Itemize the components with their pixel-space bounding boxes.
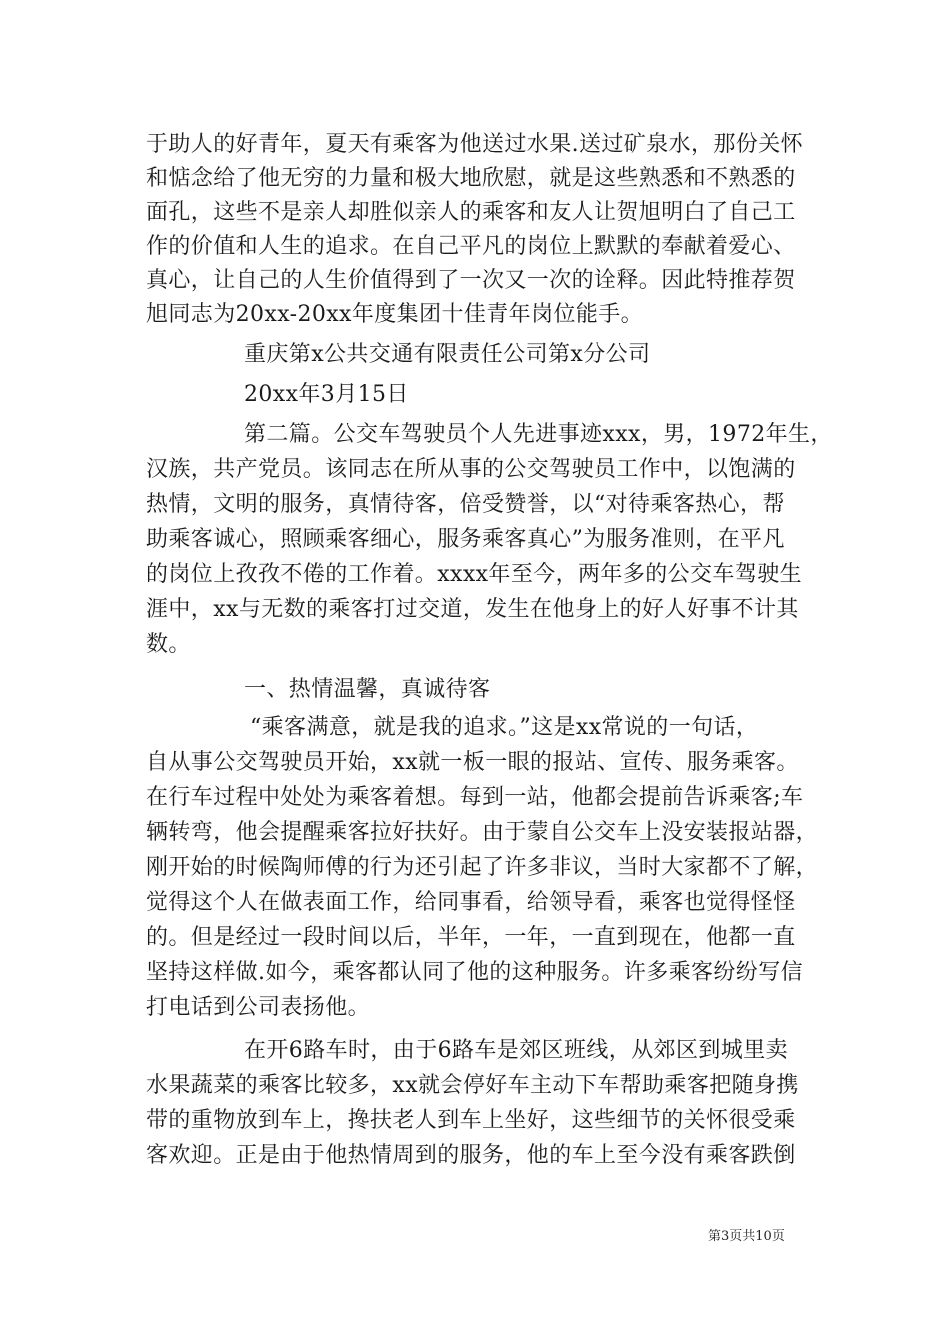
text-line: 打电话到公司表扬他。 xyxy=(146,995,371,1020)
text-line: 助乘客诚心，照顾乘客细心，服务乘客真心”为服务准则，在平凡 xyxy=(146,527,785,552)
text-line: 自从事公交驾驶员开始，xx就一板一眼的报站、宣传、服务乘客。 xyxy=(146,750,799,775)
text-line: 汉族，共产党员。该同志在所从事的公交驾驶员工作中，以饱满的 xyxy=(146,457,796,482)
text-line: 觉得这个人在做表面工作，给同事看，给领导看，乘客也觉得怪怪 xyxy=(146,890,796,915)
section-heading: 一、热情温馨，真诚待客 xyxy=(244,677,491,702)
text-line: 的。但是经过一段时间以后，半年，一年，一直到现在，他都一直 xyxy=(146,925,796,950)
text-line: 和惦念给了他无穷的力量和极大地欣慰，就是这些熟悉和不熟悉的 xyxy=(146,166,796,191)
text-line: 在行车过程中处处为乘客着想。每到一站，他都会提前告诉乘客;车 xyxy=(146,785,804,810)
text-line: 客欢迎。正是由于他热情周到的服务，他的车上至今没有乘客跌倒 xyxy=(146,1143,796,1168)
text-line: 水果蔬菜的乘客比较多，xx就会停好车主动下车帮助乘客把随身携 xyxy=(146,1073,799,1098)
text-line: 刚开始的时候陶师傅的行为还引起了许多非议，当时大家都不了解， xyxy=(146,855,819,880)
page-number-footer: 第3页共10页 xyxy=(708,1229,785,1244)
text-line: 辆转弯，他会提醒乘客拉好扶好。由于蒙自公交车上没安装报站器， xyxy=(146,820,819,845)
signature-date: 20xx年3月15日 xyxy=(244,382,409,407)
text-line: 作的价值和人生的追求。在自己平凡的岗位上默默的奉献着爱心、 xyxy=(146,234,796,259)
text-line: 带的重物放到车上，搀扶老人到车上坐好，这些细节的关怀很受乘 xyxy=(146,1108,796,1133)
text-line: 旭同志为20xx-20xx年度集团十佳青年岗位能手。 xyxy=(146,302,644,327)
text-line: “乘客满意，就是我的追求。”这是xx常说的一句话， xyxy=(250,715,759,740)
text-line: 的岗位上孜孜不倦的工作着。xxxx年至今，两年多的公交车驾驶生 xyxy=(146,562,803,587)
text-line: 面孔，这些不是亲人却胜似亲人的乘客和友人让贺旭明白了自己工 xyxy=(146,200,796,225)
signature-company: 重庆第x公共交通有限责任公司第x分公司 xyxy=(244,342,651,367)
text-line: 第二篇。公交车驾驶员个人先进事迹xxx，男，1972年生， xyxy=(244,422,833,447)
text-line: 于助人的好青年，夏天有乘客为他送过水果.送过矿泉水，那份关怀 xyxy=(146,132,803,157)
text-line: 真心，让自己的人生价值得到了一次又一次的诠释。因此特推荐贺 xyxy=(146,268,796,293)
text-line: 在开6路车时，由于6路车是郊区班线，从郊区到城里卖 xyxy=(244,1038,788,1063)
text-line: 热情，文明的服务，真情待客，倍受赞誉，以“对待乘客热心，帮 xyxy=(146,492,785,517)
text-line: 坚持这样做.如今，乘客都认同了他的这种服务。许多乘客纷纷写信 xyxy=(146,960,803,985)
text-line: 涯中，xx与无数的乘客打过交道，发生在他身上的好人好事不计其 xyxy=(146,597,799,622)
text-line: 数。 xyxy=(146,632,191,657)
